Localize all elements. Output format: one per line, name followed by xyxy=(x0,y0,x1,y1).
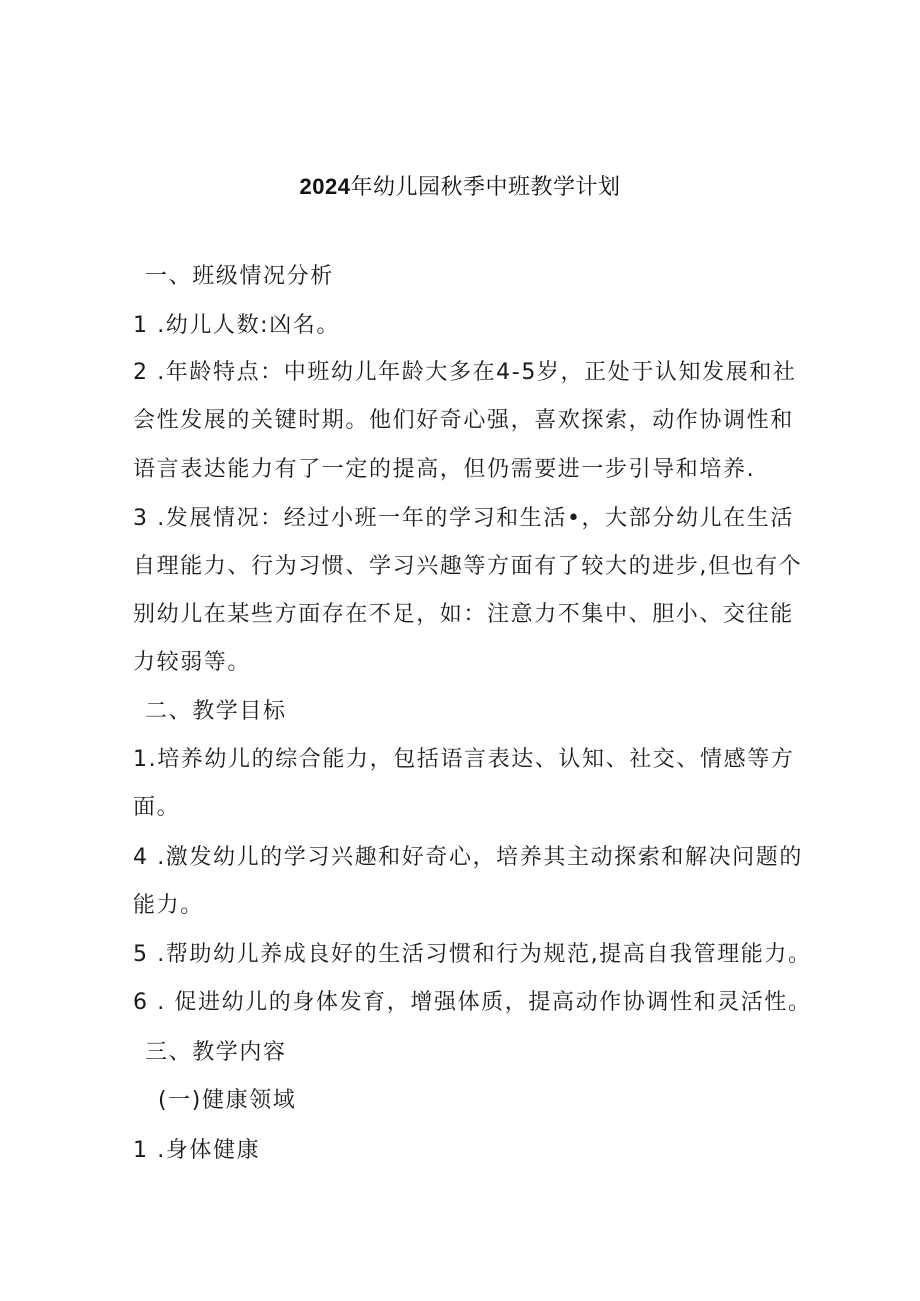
paragraph-line: 1.培养幼儿的综合能力，包括语言表达、认知、社交、情感等方 xyxy=(133,747,795,772)
paragraph-line: 别幼儿在某些方面存在不足，如：注意力不集中、胆小、交往能 xyxy=(133,602,794,627)
paragraph-line: 能力。 xyxy=(133,893,204,918)
paragraph-line: 会性发展的关键时期。他们好奇心强，喜欢探索，动作协调性和 xyxy=(133,408,794,433)
section-heading-teaching-content: 三、教学内容 xyxy=(145,1040,287,1065)
paragraph-line: 面。 xyxy=(133,795,181,820)
subsection-heading-health: (一)健康领域 xyxy=(158,1088,297,1113)
document-title xyxy=(0,172,920,203)
paragraph-line: 6 . 促进幼儿的身体发育，增强体质，提高动作协调性和灵活性。 xyxy=(133,990,812,1015)
paragraph-line: 1 .身体健康 xyxy=(133,1138,261,1163)
paragraph-line: 自理能力、行为习惯、学习兴趣等方面有了较大的进步,但也有个 xyxy=(133,554,803,579)
paragraph-line: 语言表达能力有了一定的提高，但仍需要进一步引导和培养. xyxy=(133,457,756,482)
section-heading-class-analysis: 一、班级情况分析 xyxy=(145,264,334,289)
section-heading-teaching-goals: 二、教学目标 xyxy=(145,699,287,724)
title-text: 年幼儿园秋季中班教学计划 xyxy=(350,175,621,200)
title-year: 2024 xyxy=(299,174,351,199)
paragraph-line: 4 .激发幼儿的学习兴趣和好奇心，培养其主动探索和解决问题的 xyxy=(133,845,803,870)
paragraph-line: 力较弱等。 xyxy=(133,650,252,675)
paragraph-line: 1 .幼儿人数:凶名。 xyxy=(133,313,340,338)
paragraph-line: 3 .发展情况：经过小班一年的学习和生活•，大部分幼儿在生活 xyxy=(133,506,794,531)
paragraph-line: 5 .帮助幼儿养成良好的生活习惯和行为规范,提高自我管理能力。 xyxy=(133,942,812,967)
paragraph-line: 2 .年龄特点：中班幼儿年龄大多在4-5岁，正处于认知发展和社 xyxy=(133,360,797,385)
